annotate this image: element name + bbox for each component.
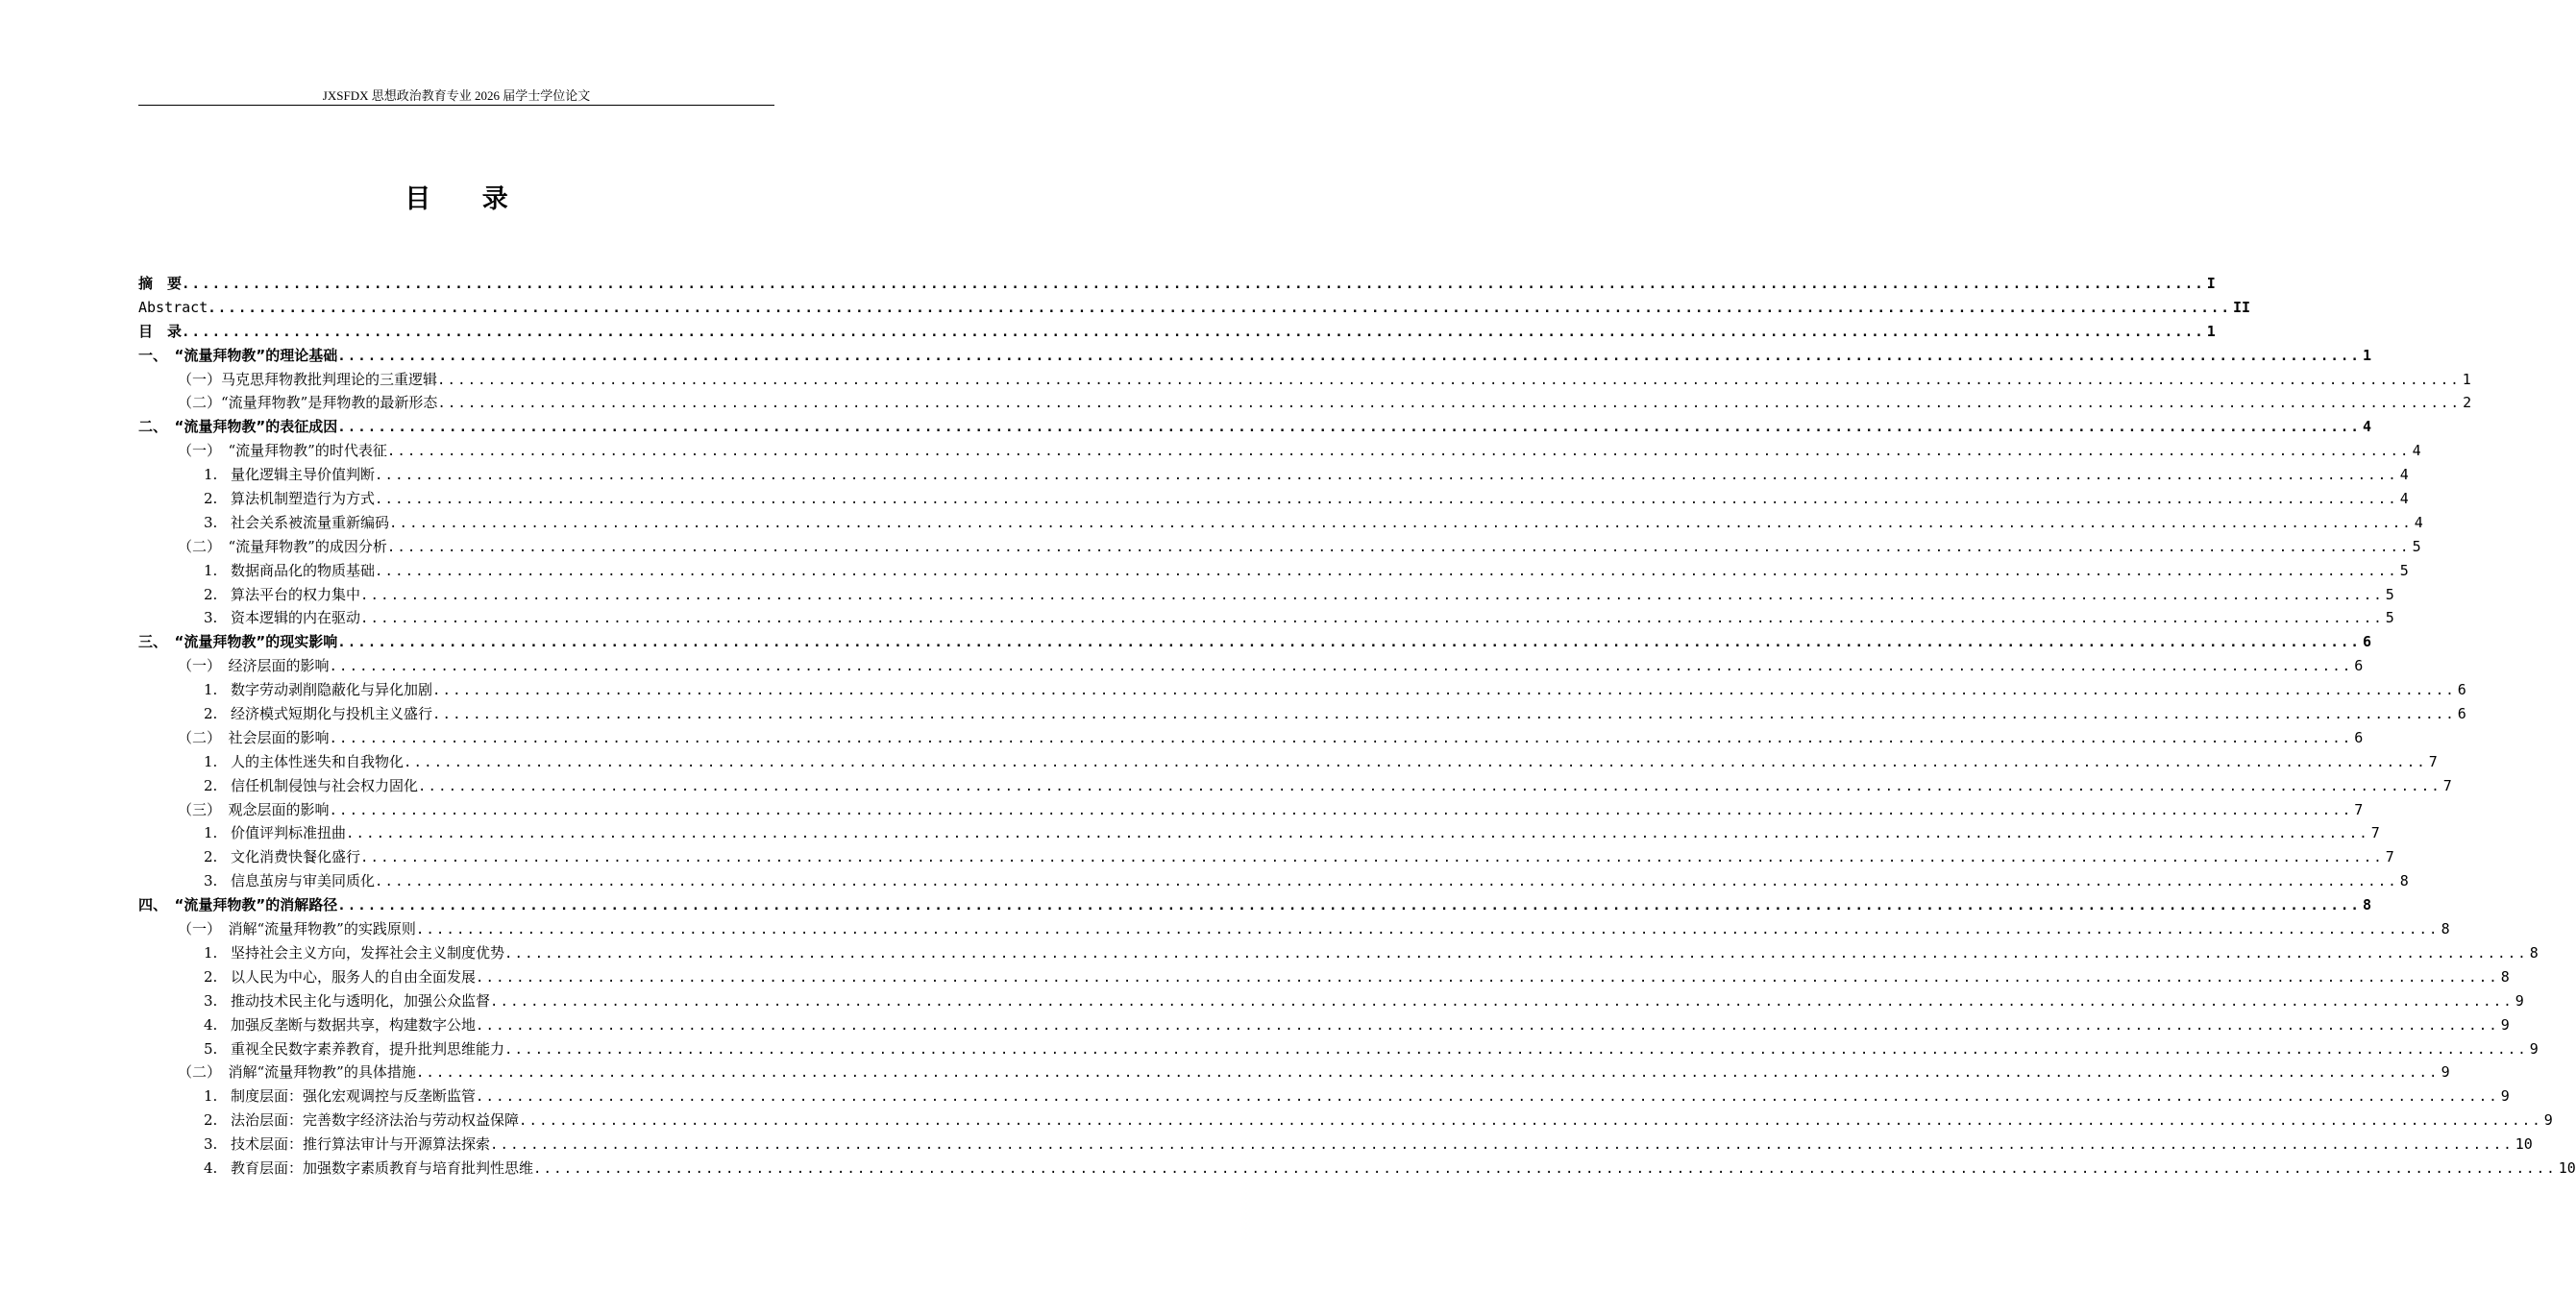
toc-entry-page: 9 (2500, 1087, 2510, 1106)
toc-entry-page: 6 (2457, 681, 2466, 699)
toc-leader-dots: ........................................................................................................................................................................................................ (476, 1017, 2499, 1034)
toc-entry[interactable] (138, 989, 2524, 1013)
toc-entry[interactable] (138, 368, 2471, 392)
toc-leader-dots: ........................................................................................................................................................................................................ (337, 635, 2361, 651)
toc-entry-page: 8 (2399, 872, 2409, 890)
toc-entry-label (204, 989, 490, 1013)
toc-entry-page: 10 (2558, 1158, 2576, 1177)
toc-entry-label (178, 368, 437, 392)
table-of-contents (138, 272, 2576, 1181)
toc-entry-label (204, 1108, 519, 1133)
toc-entry-text: 三、 “流量拜物教”的现实影响 (138, 633, 338, 651)
toc-entry-label (204, 1157, 533, 1181)
toc-entry-label (204, 750, 404, 774)
toc-entry-text: 四、 “流量拜物教”的消解路径 (138, 896, 338, 914)
toc-entry-page: 5 (2399, 561, 2409, 579)
toc-entry-number: 1. (204, 1087, 218, 1106)
toc-leader-dots: ........................................................................................................................................................................................................ (476, 969, 2499, 986)
toc-entry-label (204, 941, 504, 965)
toc-entry-page: 8 (2529, 943, 2539, 962)
toc-entry-page: 6 (2362, 633, 2371, 651)
toc-leader-dots: ........................................................................................................................................................................................................ (346, 826, 2369, 842)
toc-entry-text: 信任机制侵蚀与社会权力固化 (231, 776, 419, 794)
toc-leader-dots: ........................................................................................................................................................................................................ (504, 1041, 2528, 1058)
toc-entry-page: 4 (2362, 418, 2371, 436)
page-title: 目 录 (405, 184, 529, 214)
toc-entry-number: 3. (204, 1135, 218, 1154)
toc-entry-number: 3. (204, 513, 218, 531)
toc-entry-label (204, 702, 432, 726)
toc-entry[interactable] (138, 1084, 2510, 1108)
toc-entry[interactable] (138, 678, 2466, 702)
toc-entry[interactable] (138, 1060, 2450, 1084)
toc-entry-text: 数字劳动剥削隐蔽化与异化加剧 (231, 681, 433, 699)
toc-entry[interactable] (138, 391, 2472, 415)
toc-entry[interactable] (138, 869, 2409, 893)
toc-entry-text: Abstract (138, 298, 209, 316)
toc-entry-label (204, 583, 360, 607)
toc-entry-text: （一） 经济层面的影响 (178, 657, 330, 675)
toc-entry-text: 加强反垄断与数据共享，构建数字公地 (231, 1015, 477, 1034)
toc-entry-label (204, 606, 360, 630)
toc-entry-number: 3. (204, 609, 218, 627)
toc-entry-text: 教育层面：加强数字素质教育与培育批判性思维 (231, 1158, 534, 1177)
toc-leader-dots: ........................................................................................................................................................................................................ (432, 707, 2456, 723)
toc-entry-number: 4. (204, 1158, 218, 1177)
toc-leader-dots: ........................................................................................................................................................................................................ (389, 515, 2413, 531)
toc-entry-page: 10 (2515, 1135, 2533, 1154)
toc-entry-text: 推动技术民主化与透明化，加强公众监督 (231, 991, 491, 1010)
toc-leader-dots: ........................................................................................................................................................................................................ (329, 802, 2353, 818)
toc-entry-label (204, 774, 418, 798)
toc-entry-label (204, 821, 346, 845)
toc-leader-dots: ........................................................................................................................................................................................................ (490, 993, 2514, 1010)
toc-entry[interactable] (138, 917, 2450, 941)
toc-leader-dots: ........................................................................................................................................................................................................ (360, 587, 2384, 603)
toc-leader-dots: ........................................................................................................................................................................................................ (437, 396, 2462, 412)
toc-entry[interactable] (138, 1108, 2553, 1133)
toc-entry[interactable] (138, 320, 2216, 344)
toc-entry[interactable] (138, 654, 2364, 678)
toc-entry-page: 1 (2462, 370, 2471, 388)
toc-entry-label (204, 511, 389, 535)
toc-leader-dots: ........................................................................................................................................................................................................ (415, 922, 2440, 938)
toc-leader-dots: ........................................................................................................................................................................................................ (490, 1137, 2514, 1154)
toc-entry-page: 9 (2441, 1063, 2450, 1082)
toc-entry[interactable] (138, 296, 2251, 320)
toc-leader-dots: ........................................................................................................................................................................................................ (519, 1113, 2542, 1130)
toc-entry-label (138, 272, 182, 296)
toc-entry-label (204, 1133, 490, 1157)
toc-entry-text: 一、 “流量拜物教”的理论基础 (138, 346, 338, 364)
toc-entry-text: 重视全民数字素养教育，提升批判思维能力 (231, 1039, 505, 1058)
toc-entry-page: 2 (2463, 394, 2472, 412)
toc-entry[interactable] (138, 583, 2394, 607)
toc-entry-page: 5 (2385, 609, 2394, 627)
toc-leader-dots: ........................................................................................................................................................................................................ (337, 420, 2361, 436)
toc-entry-label (178, 391, 437, 415)
toc-entry-text: 人的主体性迷失和自我物化 (231, 752, 405, 770)
toc-entry[interactable] (138, 487, 2409, 511)
toc-entry[interactable] (138, 798, 2364, 822)
toc-leader-dots: ........................................................................................................................................................................................................ (418, 778, 2441, 794)
toc-leader-dots: ........................................................................................................................................................................................................ (337, 348, 2361, 364)
toc-entry[interactable] (138, 845, 2394, 869)
toc-entry-label (178, 535, 387, 559)
toc-entry-label (204, 965, 476, 989)
toc-entry-text: 制度层面：强化宏观调控与反垄断监管 (231, 1087, 477, 1106)
toc-entry-label (204, 487, 375, 511)
toc-entry-number: 4. (204, 1015, 218, 1034)
toc-entry[interactable] (138, 941, 2539, 965)
toc-entry-text: 数据商品化的物质基础 (231, 561, 376, 579)
toc-entry-page: 4 (2412, 442, 2421, 460)
toc-entry[interactable] (138, 630, 2371, 654)
toc-entry-label (204, 678, 432, 702)
toc-entry-number: 1. (204, 681, 218, 699)
toc-entry-text: 以人民为中心，服务人的自由全面发展 (231, 967, 477, 986)
toc-entry-text: （三） 观念层面的影响 (178, 800, 330, 818)
toc-entry-page: 4 (2399, 490, 2409, 508)
toc-entry-number: 1. (204, 466, 218, 484)
toc-entry-label (138, 415, 337, 439)
toc-leader-dots: ........................................................................................................................................................................................................ (386, 539, 2411, 555)
toc-entry[interactable] (138, 1157, 2576, 1181)
toc-entry-label (178, 1060, 416, 1084)
toc-entry[interactable] (138, 726, 2364, 750)
toc-entry-text: （一） 消解“流量拜物教”的实践原则 (178, 920, 416, 938)
toc-entry-page: 4 (2414, 513, 2423, 531)
toc-entry-text: 量化逻辑主导价值判断 (231, 466, 376, 484)
toc-entry[interactable] (138, 893, 2371, 917)
toc-entry[interactable] (138, 463, 2409, 487)
toc-entry-text: （一） “流量拜物教”的时代表征 (178, 442, 387, 460)
toc-entry[interactable] (138, 702, 2466, 726)
toc-entry-page: 7 (2385, 848, 2394, 866)
toc-entry-text: 坚持社会主义方向，发挥社会主义制度优势 (231, 943, 505, 962)
toc-entry-text: （二） “流量拜物教”的成因分析 (178, 537, 387, 555)
toc-entry-page: 7 (2354, 800, 2364, 818)
toc-leader-dots: ........................................................................................................................................................................................................ (182, 277, 2205, 292)
toc-entry-text: 二、 “流量拜物教”的表征成因 (138, 418, 338, 436)
toc-entry-text: （一）马克思拜物教批判理论的三重逻辑 (178, 370, 438, 388)
toc-entry-label (204, 1013, 476, 1037)
toc-entry[interactable] (138, 535, 2421, 559)
toc-entry-number: 1. (204, 561, 218, 579)
toc-entry-label (138, 893, 337, 917)
toc-entry[interactable] (138, 344, 2371, 368)
toc-entry-page: I (2206, 275, 2216, 292)
toc-entry-text: 技术层面：推行算法审计与开源算法探索 (231, 1135, 491, 1154)
toc-entry-number: 1. (204, 943, 218, 962)
toc-leader-dots: ........................................................................................................................................................................................................ (329, 659, 2353, 675)
toc-entry-number: 1. (204, 824, 218, 842)
toc-entry-page: 1 (2362, 346, 2371, 364)
toc-leader-dots: ........................................................................................................................................................................................................ (404, 754, 2427, 770)
toc-entry-text: 文化消费快餐化盛行 (231, 848, 361, 866)
toc-entry-label (204, 869, 375, 893)
toc-entry-text: 算法机制塑造行为方式 (231, 490, 376, 508)
toc-entry-text: 信息茧房与审美同质化 (231, 872, 376, 890)
toc-entry-number: 2. (204, 848, 218, 866)
toc-leader-dots: ........................................................................................................................................................................................................ (504, 945, 2528, 962)
toc-leader-dots: ........................................................................................................................................................................................................ (375, 874, 2398, 890)
toc-entry-number: 1. (204, 752, 218, 770)
toc-leader-dots: ........................................................................................................................................................................................................ (533, 1160, 2557, 1177)
toc-leader-dots: ........................................................................................................................................................................................................ (386, 444, 2411, 460)
toc-leader-dots: ........................................................................................................................................................................................................ (437, 372, 2461, 388)
toc-entry-text: 目 录 (138, 322, 183, 340)
toc-entry-label (178, 798, 330, 822)
toc-entry-page: 8 (2362, 896, 2371, 914)
toc-entry-number: 2. (204, 490, 218, 508)
toc-entry-label (138, 344, 337, 368)
toc-entry[interactable] (138, 750, 2438, 774)
toc-entry-page: 4 (2399, 466, 2409, 484)
toc-entry-label (138, 320, 182, 344)
toc-entry-text: （二） 消解“流量拜物教”的具体措施 (178, 1063, 416, 1082)
toc-entry-page: 6 (2457, 705, 2466, 723)
toc-leader-dots: ........................................................................................................................................................................................................ (415, 1065, 2440, 1082)
toc-entry-label (178, 439, 387, 463)
toc-entry-page: 9 (2529, 1039, 2539, 1058)
toc-entry-page: 7 (2428, 752, 2438, 770)
toc-entry-number: 2. (204, 585, 218, 603)
toc-entry-page: 8 (2500, 967, 2510, 986)
toc-entry[interactable] (138, 774, 2452, 798)
toc-entry[interactable] (138, 965, 2510, 989)
toc-entry-page: 6 (2354, 657, 2364, 675)
toc-leader-dots: ........................................................................................................................................................................................................ (329, 730, 2353, 746)
toc-entry-label (178, 654, 330, 678)
toc-entry[interactable] (138, 272, 2216, 296)
toc-entry-text: 经济模式短期化与投机主义盛行 (231, 705, 433, 723)
toc-entry-number: 3. (204, 991, 218, 1010)
toc-leader-dots: ........................................................................................................................................................................................................ (208, 300, 2231, 316)
toc-entry-page: 6 (2354, 728, 2364, 746)
running-header: JXSFDX 思想政治教育专业 2026 届学士学位论文 (322, 88, 591, 103)
toc-entry-text: （二） 社会层面的影响 (178, 728, 330, 746)
toc-entry[interactable] (138, 559, 2409, 583)
toc-leader-dots: ........................................................................................................................................................................................................ (360, 850, 2384, 866)
toc-entry-label (178, 917, 416, 941)
toc-entry-page: 7 (2442, 776, 2452, 794)
toc-entry-text: 摘 要 (138, 275, 183, 292)
toc-leader-dots: ........................................................................................................................................................................................................ (476, 1089, 2499, 1106)
header-rule (138, 105, 774, 106)
toc-entry-page: II (2233, 298, 2251, 316)
toc-entry[interactable] (138, 415, 2371, 439)
toc-entry-number: 2. (204, 705, 218, 723)
toc-entry[interactable] (138, 606, 2394, 630)
toc-entry-text: 算法平台的权力集中 (231, 585, 361, 603)
toc-entry-page: 8 (2441, 920, 2450, 938)
toc-entry-label (204, 1037, 504, 1061)
toc-leader-dots: ........................................................................................................................................................................................................ (375, 468, 2398, 484)
toc-entry-label (204, 559, 375, 583)
toc-leader-dots: ........................................................................................................................................................................................................ (432, 683, 2456, 699)
toc-entry-page: 9 (2543, 1111, 2553, 1130)
toc-entry-number: 2. (204, 776, 218, 794)
toc-entry-label (204, 463, 375, 487)
toc-entry[interactable] (138, 1013, 2510, 1037)
toc-entry[interactable] (138, 511, 2423, 535)
toc-entry-label (138, 630, 337, 654)
toc-entry[interactable] (138, 821, 2380, 845)
toc-entry-number: 2. (204, 1111, 218, 1130)
toc-entry[interactable] (138, 1037, 2539, 1061)
toc-entry-text: 资本逻辑的内在驱动 (231, 609, 361, 627)
toc-entry-page: 5 (2412, 537, 2421, 555)
toc-entry-number: 5. (204, 1039, 218, 1058)
toc-entry-page: 9 (2515, 991, 2524, 1010)
toc-entry-number: 2. (204, 967, 218, 986)
toc-entry-label (204, 1084, 476, 1108)
toc-entry-text: 法治层面：完善数字经济法治与劳动权益保障 (231, 1111, 520, 1130)
toc-entry-text: （二）“流量拜物教”是拜物教的最新形态 (178, 394, 438, 412)
toc-entry-page: 1 (2206, 322, 2216, 340)
toc-entry-page: 5 (2385, 585, 2394, 603)
toc-entry-text: 社会关系被流量重新编码 (231, 513, 390, 531)
toc-entry-page: 9 (2500, 1015, 2510, 1034)
toc-entry[interactable] (138, 1133, 2533, 1157)
toc-entry-label (204, 845, 360, 869)
toc-leader-dots: ........................................................................................................................................................................................................ (337, 898, 2361, 914)
toc-entry-text: 价值评判标准扭曲 (231, 824, 347, 842)
toc-leader-dots: ........................................................................................................................................................................................................ (375, 492, 2398, 508)
toc-leader-dots: ........................................................................................................................................................................................................ (375, 563, 2398, 579)
toc-entry-label (138, 296, 208, 320)
toc-leader-dots: ........................................................................................................................................................................................................ (182, 324, 2205, 340)
toc-entry-page: 7 (2370, 824, 2380, 842)
toc-entry-label (178, 726, 330, 750)
toc-entry[interactable] (138, 439, 2421, 463)
toc-leader-dots: ........................................................................................................................................................................................................ (360, 611, 2384, 627)
toc-entry-number: 3. (204, 872, 218, 890)
